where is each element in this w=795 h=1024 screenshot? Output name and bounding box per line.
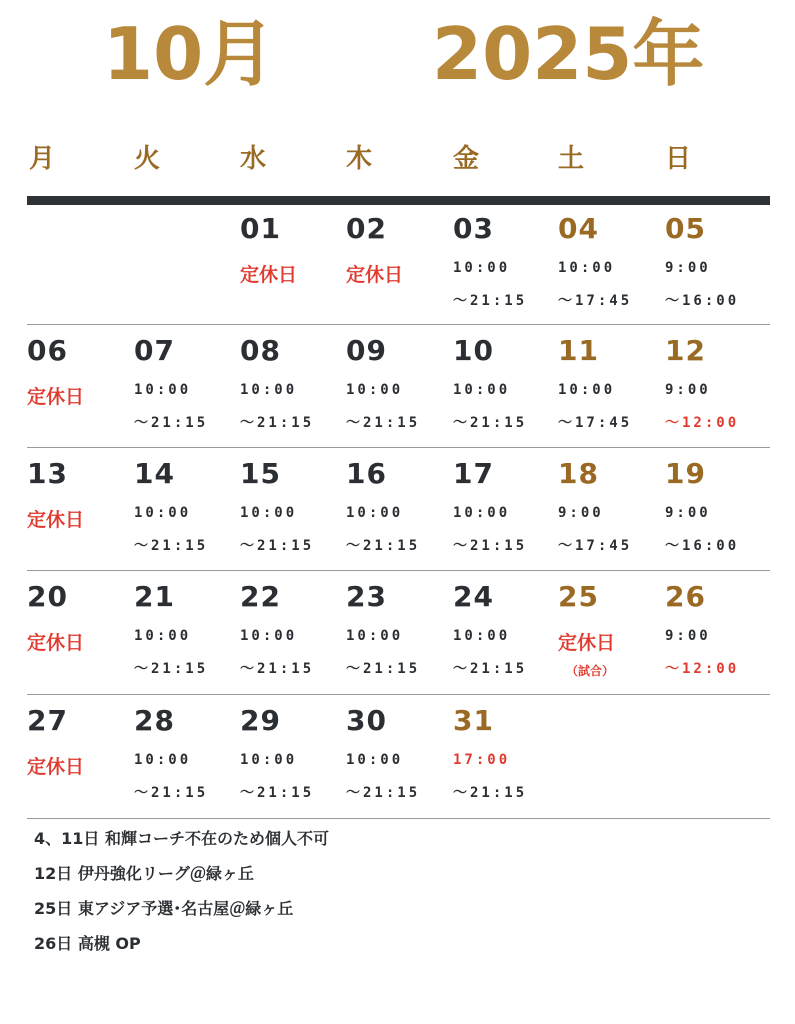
close-time: 〜21:15 [240, 785, 315, 801]
day-number: 06 [27, 334, 68, 367]
day-number: 09 [346, 334, 387, 367]
open-time: 10:00 [453, 382, 511, 398]
open-time: 9:00 [665, 505, 711, 521]
day-number: 12 [665, 334, 706, 367]
day-number: 16 [346, 457, 387, 490]
open-time: 9:00 [665, 260, 711, 276]
close-time: 〜21:15 [346, 415, 421, 431]
day-cell [558, 576, 665, 696]
open-time: 10:00 [134, 505, 192, 521]
closed-label: 定休日 [27, 509, 85, 531]
day-cell [134, 576, 241, 696]
open-time: 10:00 [346, 505, 404, 521]
weekday-sat: 土 [558, 144, 585, 174]
closed-label: 定休日 [346, 264, 404, 286]
calendar-month-title: 10月 [103, 12, 276, 96]
day-number: 02 [346, 212, 387, 245]
weekday-tue: 火 [134, 144, 161, 174]
day-number: 08 [240, 334, 281, 367]
day-cell [134, 700, 241, 820]
day-cell [453, 700, 560, 820]
note-item: 25日 東アジア予選･名古屋＠緑ヶ丘 [34, 899, 294, 918]
day-number: 29 [240, 704, 281, 737]
open-time: 10:00 [346, 752, 404, 768]
day-number: 03 [453, 212, 494, 245]
open-time: 10:00 [134, 752, 192, 768]
close-time: 〜16:00 [665, 538, 740, 554]
closed-label: 定休日 [27, 632, 85, 654]
open-time: 17:00 [453, 752, 511, 768]
close-time: 〜21:15 [134, 415, 209, 431]
day-number: 22 [240, 580, 281, 613]
day-cell [240, 700, 347, 820]
open-time: 10:00 [240, 628, 298, 644]
close-time: 〜16:00 [665, 293, 740, 309]
header-divider [27, 196, 770, 205]
open-time: 9:00 [665, 382, 711, 398]
day-number: 15 [240, 457, 281, 490]
day-cell [346, 208, 453, 328]
day-cell [134, 330, 241, 450]
day-cell [558, 330, 665, 450]
day-number: 28 [134, 704, 175, 737]
close-time: 〜21:15 [240, 661, 315, 677]
day-cell [27, 576, 134, 696]
close-time: 〜21:15 [453, 293, 528, 309]
close-time: 〜21:15 [240, 538, 315, 554]
day-number: 21 [134, 580, 175, 613]
day-number: 07 [134, 334, 175, 367]
open-time: 10:00 [134, 628, 192, 644]
close-time: 〜21:15 [453, 415, 528, 431]
weekday-header [0, 138, 795, 178]
day-number: 24 [453, 580, 494, 613]
weekday-mon: 月 [29, 144, 56, 174]
close-time: 〜21:15 [453, 538, 528, 554]
day-cell [240, 453, 347, 573]
day-cell [665, 576, 772, 696]
day-cell [453, 576, 560, 696]
day-number: 10 [453, 334, 494, 367]
open-time: 10:00 [240, 752, 298, 768]
day-number: 13 [27, 457, 68, 490]
day-number: 25 [558, 580, 599, 613]
close-time: 〜21:15 [134, 785, 209, 801]
day-cell [346, 453, 453, 573]
close-time: 〜21:15 [240, 415, 315, 431]
open-time: 10:00 [453, 505, 511, 521]
open-time: 10:00 [346, 382, 404, 398]
day-number: 14 [134, 457, 175, 490]
weekday-thu: 木 [346, 144, 373, 174]
day-cell [346, 576, 453, 696]
day-cell [240, 330, 347, 450]
day-number: 17 [453, 457, 494, 490]
day-number: 30 [346, 704, 387, 737]
day-cell [27, 453, 134, 573]
open-time: 10:00 [134, 382, 192, 398]
close-time: 〜21:15 [346, 661, 421, 677]
close-time: 〜21:15 [346, 785, 421, 801]
day-cell [558, 208, 665, 328]
open-time: 9:00 [665, 628, 711, 644]
open-time: 10:00 [240, 382, 298, 398]
close-time: 〜17:45 [558, 293, 633, 309]
close-time: 〜21:15 [453, 785, 528, 801]
closed-note: （試合） [566, 664, 615, 678]
close-time: 〜12:00 [665, 415, 740, 431]
day-cell [240, 576, 347, 696]
close-time: 〜21:15 [134, 661, 209, 677]
calendar-year-title: 2025年 [432, 12, 705, 96]
closed-label: 定休日 [27, 386, 85, 408]
close-time: 〜21:15 [453, 661, 528, 677]
weekday-fri: 金 [453, 144, 480, 174]
day-number: 26 [665, 580, 706, 613]
day-number: 18 [558, 457, 599, 490]
open-time: 10:00 [346, 628, 404, 644]
open-time: 10:00 [558, 260, 616, 276]
day-cell [453, 208, 560, 328]
day-number: 11 [558, 334, 599, 367]
day-number: 20 [27, 580, 68, 613]
day-number: 04 [558, 212, 599, 245]
open-time: 10:00 [558, 382, 616, 398]
close-time: 〜21:15 [346, 538, 421, 554]
day-cell [27, 330, 134, 450]
day-cell [27, 700, 134, 820]
day-number: 31 [453, 704, 494, 737]
day-cell [558, 453, 665, 573]
day-cell [346, 700, 453, 820]
open-time: 10:00 [453, 260, 511, 276]
day-number: 05 [665, 212, 706, 245]
close-time: 〜12:00 [665, 661, 740, 677]
open-time: 10:00 [240, 505, 298, 521]
day-cell [665, 330, 772, 450]
note-item: 4、11日 和輝コーチ不在のため個人不可 [34, 829, 329, 848]
day-cell [346, 330, 453, 450]
weekday-sun: 日 [665, 144, 692, 174]
close-time: 〜17:45 [558, 415, 633, 431]
close-time: 〜21:15 [134, 538, 209, 554]
day-cell [240, 208, 347, 328]
day-cell [134, 453, 241, 573]
day-cell [453, 453, 560, 573]
day-cell [453, 330, 560, 450]
day-number: 27 [27, 704, 68, 737]
weekday-wed: 水 [240, 144, 267, 174]
closed-label: 定休日 [27, 756, 85, 778]
open-time: 9:00 [558, 505, 604, 521]
day-number: 23 [346, 580, 387, 613]
notes-list [34, 826, 329, 966]
day-number: 19 [665, 457, 706, 490]
day-cell [665, 208, 772, 328]
closed-label: 定休日 [558, 632, 616, 654]
note-item: 26日 高槻 OP [34, 934, 141, 953]
day-number: 01 [240, 212, 281, 245]
closed-label: 定休日 [240, 264, 298, 286]
day-cell [665, 453, 772, 573]
close-time: 〜17:45 [558, 538, 633, 554]
open-time: 10:00 [453, 628, 511, 644]
note-item: 12日 伊丹強化リーグ＠緑ヶ丘 [34, 864, 254, 883]
